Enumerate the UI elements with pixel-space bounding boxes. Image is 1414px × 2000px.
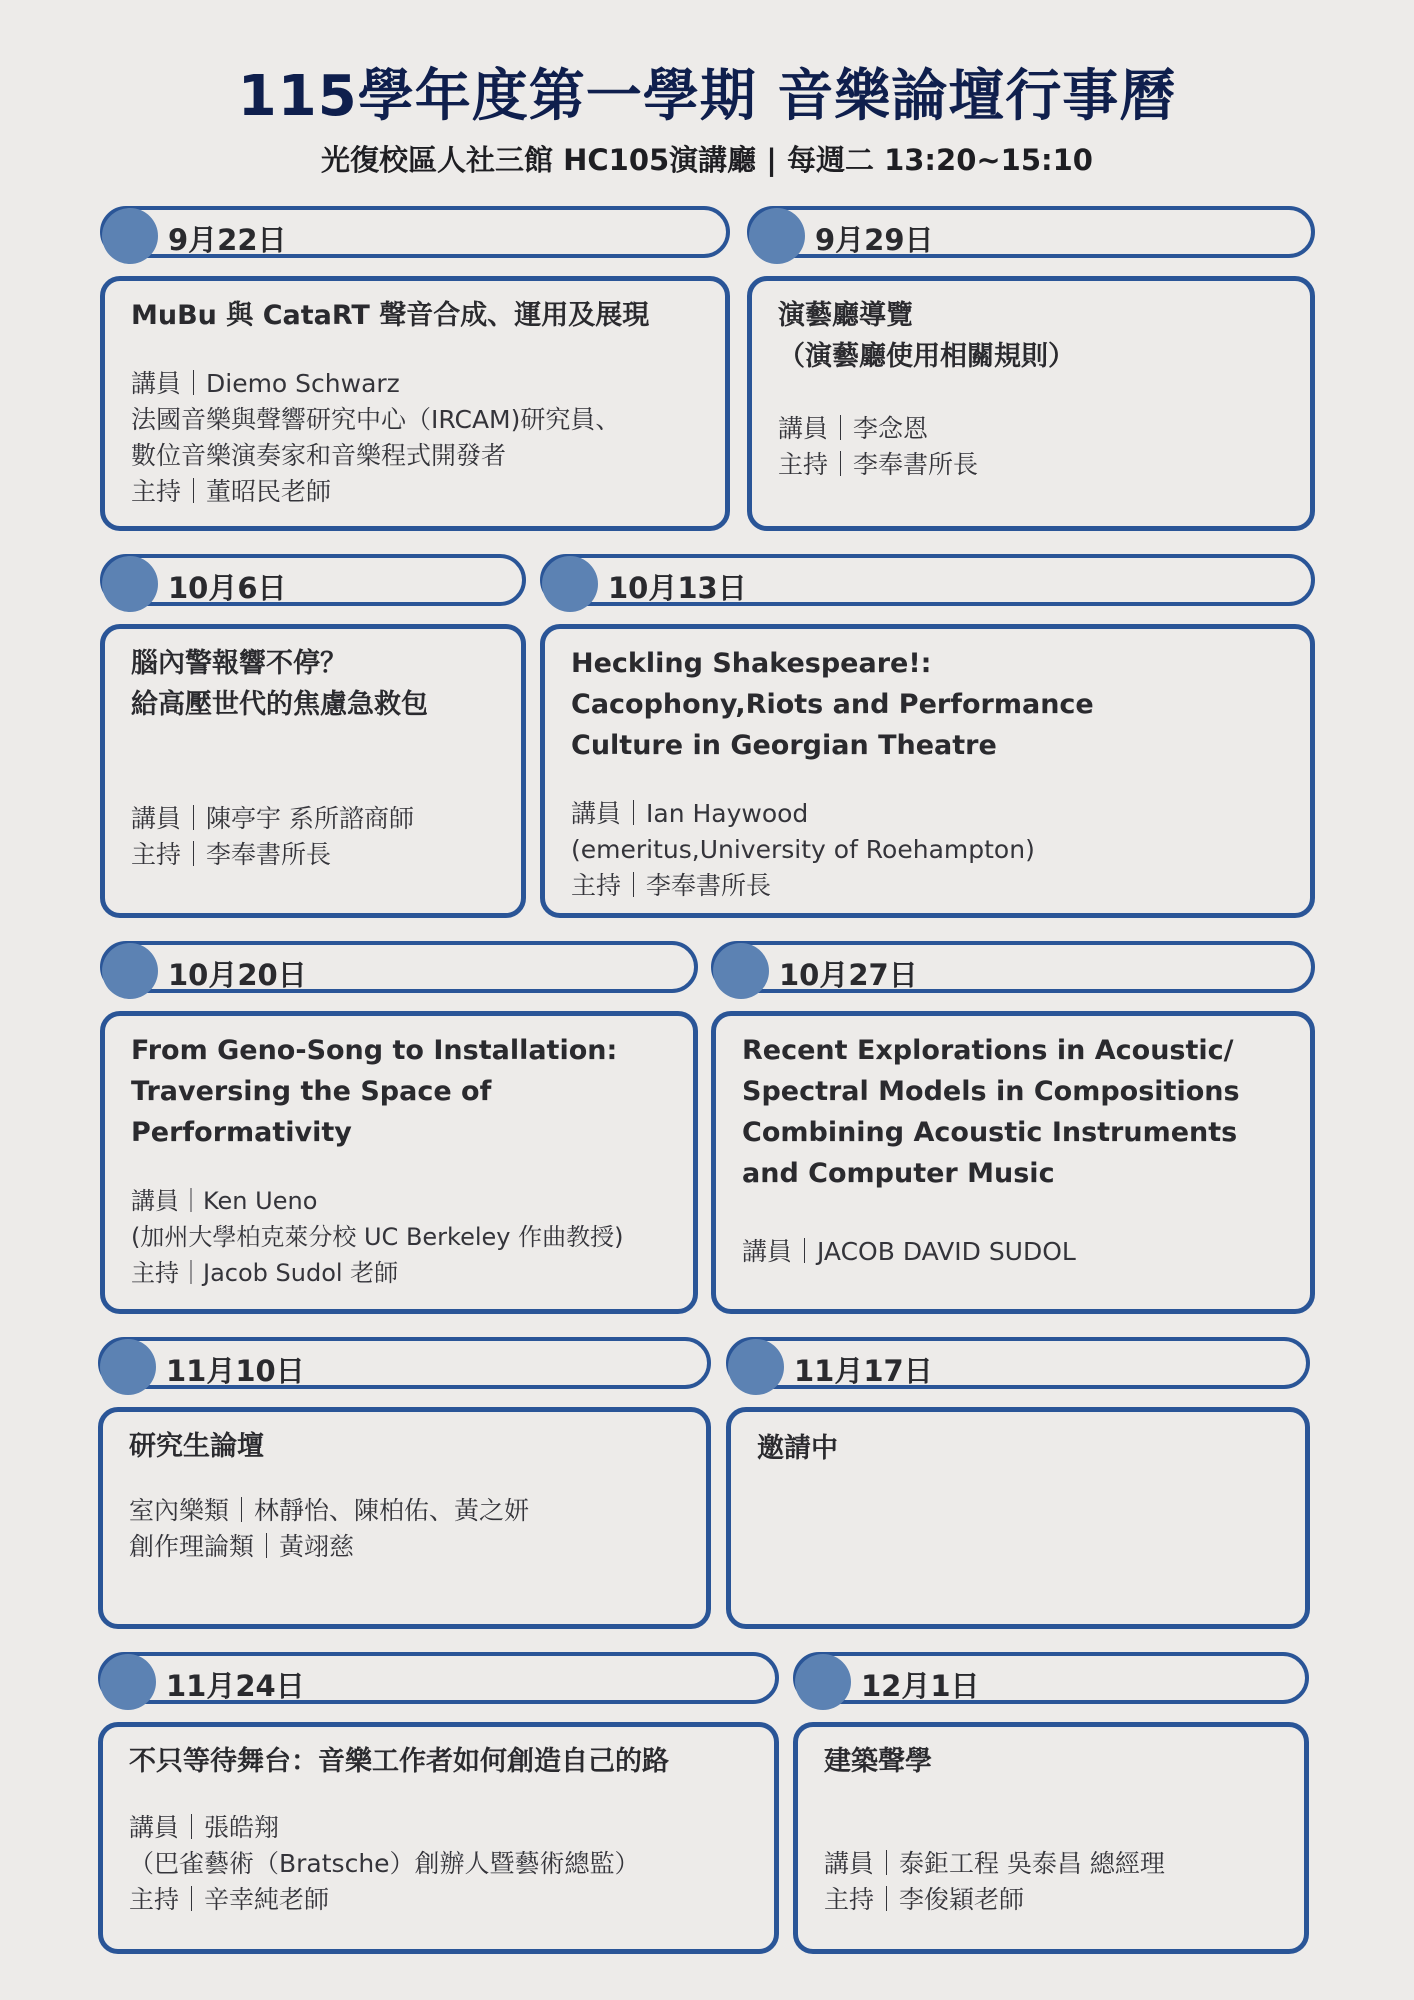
event-title: 邀請中 — [757, 1433, 838, 1464]
event-details: 講員｜李念恩 主持｜李奉書所長 — [778, 414, 979, 479]
page-title: 115學年度第一學期 音樂論壇行事曆 — [237, 64, 1177, 129]
event-title: 不只等待舞台：音樂工作者如何創造自己的路 — [129, 1746, 669, 1777]
event-box — [98, 1722, 779, 1954]
event-box — [793, 1722, 1309, 1954]
event-card-1 — [100, 206, 730, 531]
event-date: 11月17日 — [794, 1354, 933, 1388]
event-title: 研究生論壇 — [129, 1431, 264, 1462]
date-dot — [102, 556, 158, 612]
event-title: 腦內警報響不停？ 給高壓世代的焦慮急救包 — [131, 648, 428, 720]
event-box — [726, 1407, 1310, 1629]
event-box — [100, 624, 526, 918]
event-date: 10月20日 — [168, 958, 307, 992]
event-card-4 — [540, 554, 1315, 918]
date-pill — [711, 941, 1315, 993]
event-date: 10月27日 — [779, 958, 918, 992]
event-details: 講員｜Ken Ueno (加州大學柏克萊分校 UC Berkeley 作曲教授) 主持｜Jacob Sudol 老師 — [131, 1187, 624, 1287]
event-details: 講員｜Diemo Schwarz 法國音樂與聲響研究中心（IRCAM)研究員、 數位音樂演奏家和音樂程式開發者 主持｜董昭民老師 — [131, 369, 621, 506]
event-box — [100, 276, 730, 531]
event-details: 講員｜陳亭宇 系所諮商師 主持｜李奉書所長 — [131, 804, 414, 869]
event-card-6 — [711, 941, 1315, 1314]
date-pill — [98, 1652, 779, 1704]
event-box — [540, 624, 1315, 918]
event-details: 講員｜JACOB DAVID SUDOL — [742, 1237, 1076, 1266]
date-dot — [728, 1339, 784, 1395]
event-box — [100, 1011, 698, 1314]
event-card-5 — [100, 941, 698, 1314]
event-box — [747, 276, 1315, 531]
event-details: 講員｜Ian Haywood (emeritus,University of Roehampton) 主持｜李奉書所長 — [571, 799, 1035, 900]
date-pill — [100, 206, 730, 258]
event-title: Heckling Shakespeare!: Cacophony,Riots and Performance Culture in Georgian Theatre — [571, 648, 1094, 761]
event-card-3 — [100, 554, 526, 918]
date-dot — [713, 943, 769, 999]
event-card-8 — [726, 1337, 1310, 1629]
event-date: 10月6日 — [168, 571, 287, 605]
event-date: 11月10日 — [166, 1354, 305, 1388]
date-dot — [100, 1654, 156, 1710]
event-date: 10月13日 — [608, 571, 747, 605]
event-card-2 — [747, 206, 1315, 531]
event-date: 9月22日 — [168, 223, 287, 257]
event-title: Recent Explorations in Acoustic/ Spectral Models in Compositions Combining Acoustic Instruments and Computer Music — [742, 1035, 1240, 1189]
date-dot — [102, 943, 158, 999]
event-title: MuBu 與 CataRT 聲音合成、運用及展現 — [131, 300, 650, 331]
event-details: 講員｜張皓翔 （巴雀藝術（Bratsche）創辦人暨藝術總監） 主持｜辛幸純老師 — [129, 1813, 640, 1914]
event-date: 11月24日 — [166, 1669, 305, 1703]
date-pill — [98, 1337, 711, 1389]
date-dot — [102, 208, 158, 264]
date-pill — [793, 1652, 1309, 1704]
date-dot — [795, 1654, 851, 1710]
date-dot — [749, 208, 805, 264]
date-pill — [100, 554, 526, 606]
date-pill — [100, 941, 698, 993]
event-title: From Geno-Song to Installation: Traversing the Space of Performativity — [131, 1035, 618, 1148]
event-card-7 — [98, 1337, 711, 1629]
event-date: 9月29日 — [815, 223, 934, 257]
event-card-10 — [793, 1652, 1309, 1954]
event-details: 講員｜泰鉅工程 吳泰昌 總經理 主持｜李俊穎老師 — [824, 1849, 1165, 1914]
event-box — [711, 1011, 1315, 1314]
date-dot — [100, 1339, 156, 1395]
date-pill — [726, 1337, 1310, 1389]
event-title: 演藝廳導覽 （演藝廳使用相關規則） — [778, 300, 1075, 372]
date-pill — [540, 554, 1315, 606]
date-dot — [542, 556, 598, 612]
event-date: 12月1日 — [861, 1669, 980, 1703]
event-title: 建築聲學 — [824, 1746, 932, 1777]
event-details: 室內樂類｜林靜怡、陳柏佑、黃之妍 創作理論類｜黃翊慈 — [129, 1496, 530, 1561]
date-pill — [747, 206, 1315, 258]
event-card-9 — [98, 1652, 779, 1954]
event-box — [98, 1407, 711, 1629]
page-subtitle: 光復校區人社三館 HC105演講廳 | 每週二 13:20~15:10 — [321, 143, 1093, 177]
